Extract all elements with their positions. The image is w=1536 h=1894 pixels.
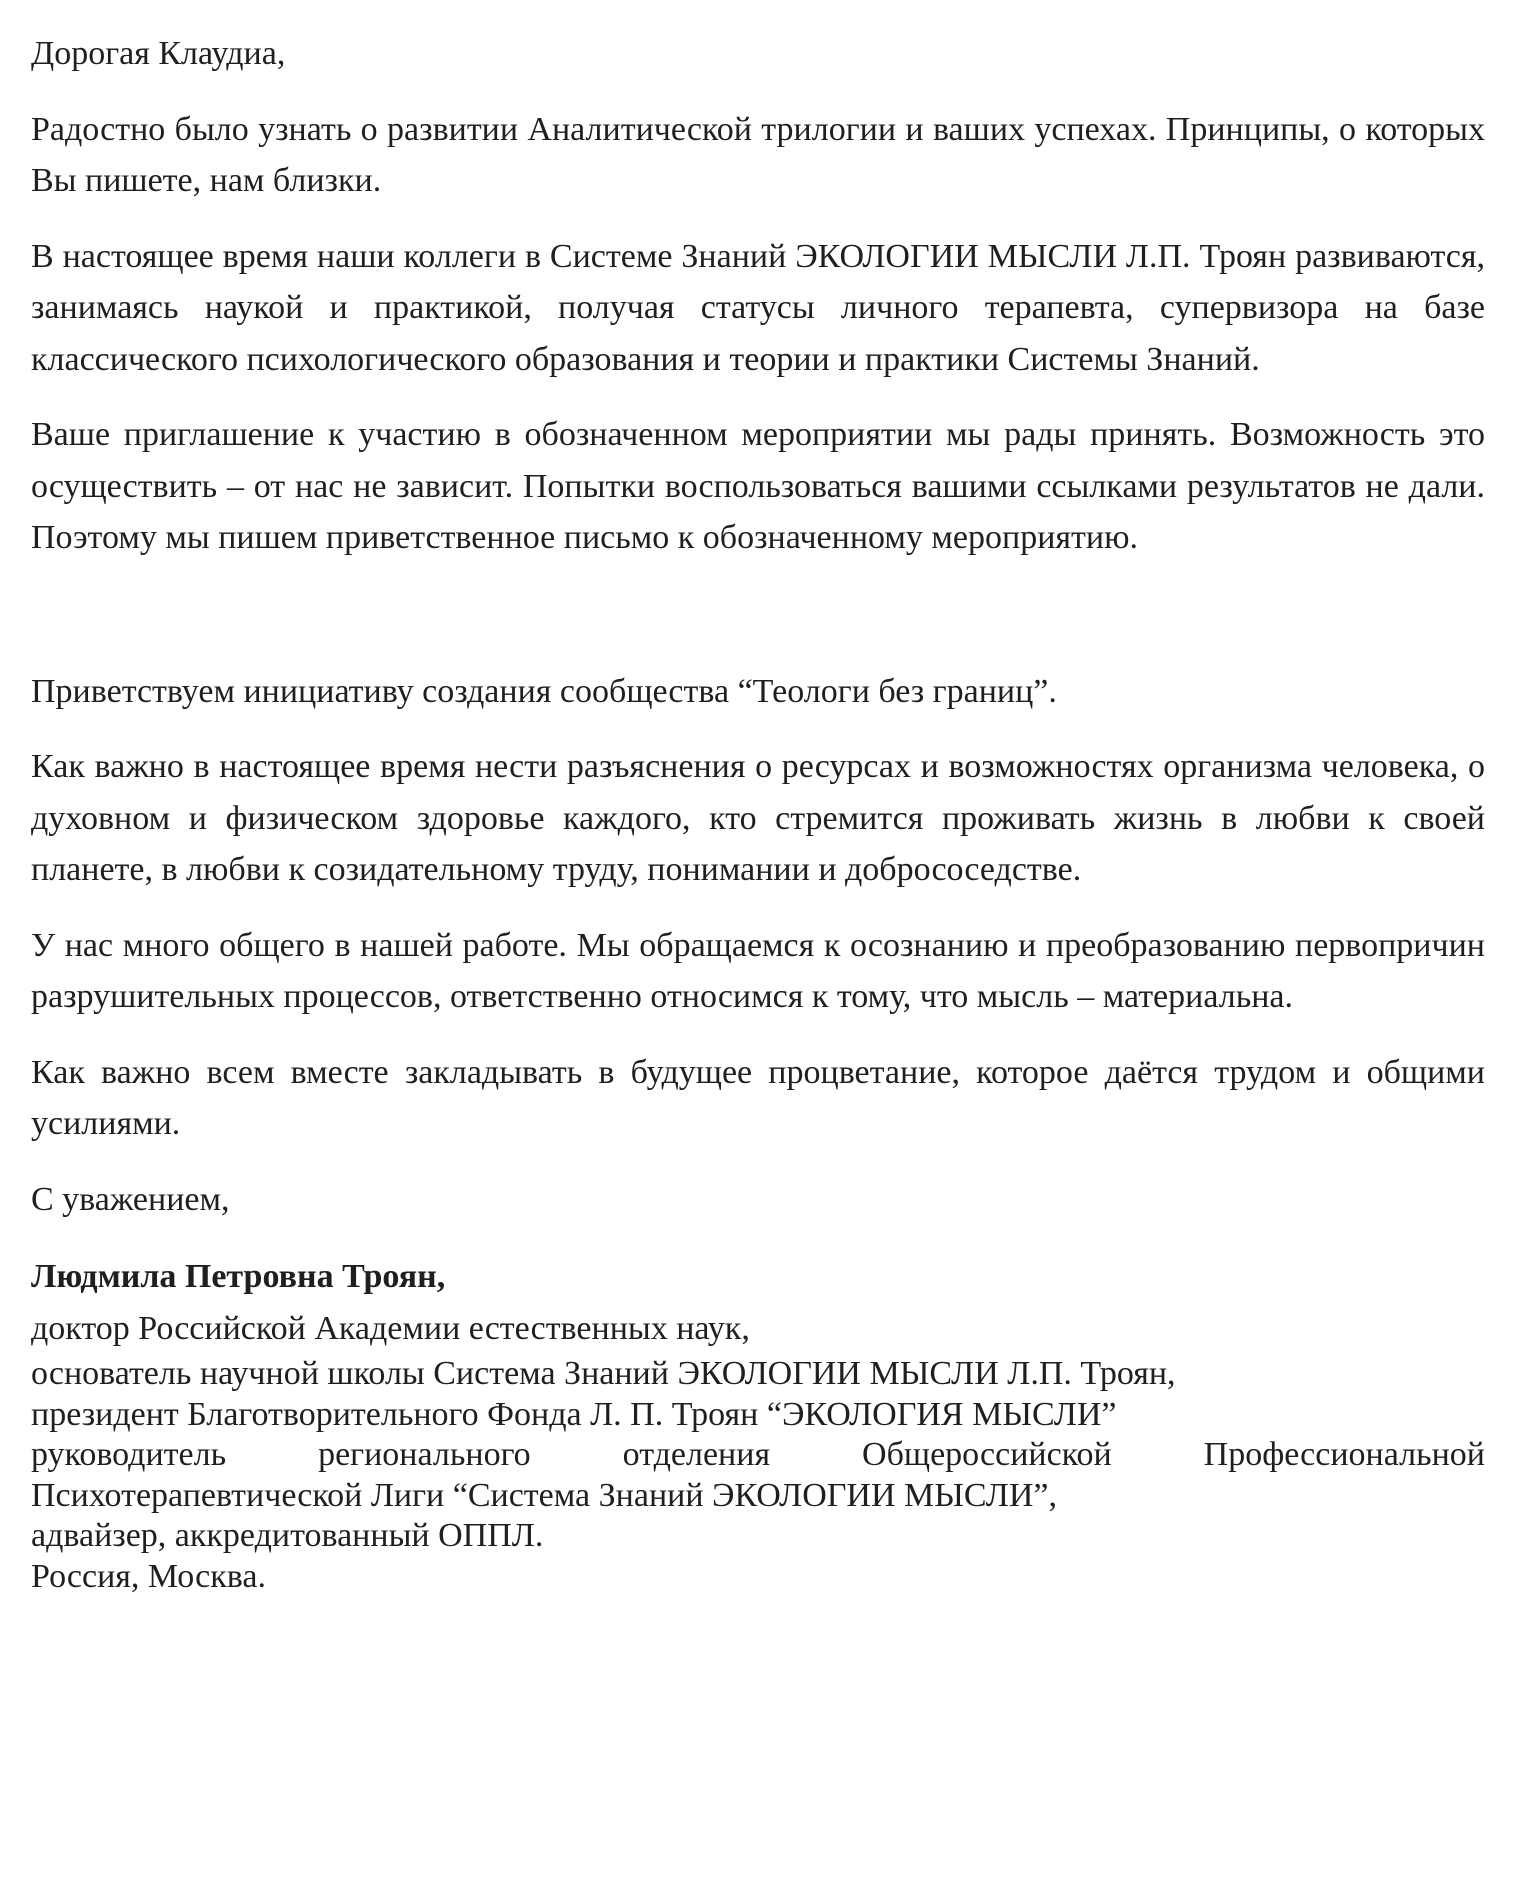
signature-title: Психотерапевтической Лиги “Система Знаний ЭКОЛОГИИ МЫСЛИ”, <box>31 1476 1057 1514</box>
letter-paragraph: Как важно всем вместе закладывать в будущее процветание, которое даётся трудом и общими усилиями. <box>31 1053 1485 1142</box>
signature-title: руководитель регионального отделения Общероссийской Профессиональной <box>31 1436 1485 1473</box>
letter-greeting: Дорогая Клаудиа, <box>31 35 286 72</box>
signature-title: доктор Российской Академии естественных наук, <box>31 1309 750 1347</box>
letter-paragraph: У нас много общего в нашей работе. Мы обращаемся к осознанию и преобразованию первопричин разрушительных процессов, ответственно относимся к тому, что мысль – материальна. <box>31 926 1485 1015</box>
letter-paragraph: Как важно в настоящее время нести разъяснения о ресурсах и возможностях организма человека, о духовном и физическом здоровье каждого, кто стремится проживать жизнь в любви к своей планете, в любви к созидательному труду, понимании и добрососедстве. <box>31 748 1485 888</box>
letter-paragraph: В настоящее время наши коллеги в Системе Знаний ЭКОЛОГИИ МЫСЛИ Л.П. Троян развиваются, занимаясь наукой и практикой, получая статусы личного терапевта, супервизора на базе классического психологического образования и теории и практики Системы Знаний. <box>31 237 1485 378</box>
signature-title: основатель научной школы Система Знаний ЭКОЛОГИИ МЫСЛИ Л.П. Троян, <box>31 1355 1176 1392</box>
letter-closing: С уважением, <box>31 1180 230 1218</box>
letter-page <box>31 28 1485 1597</box>
letter-paragraph: Ваше приглашение к участию в обозначенном мероприятии мы рады принять. Возможность это осуществить – от нас не зависит. Попытки воспользоваться вашими ссылками результатов не дали. Поэтому мы пишем приветственное письмо к обозначенному мероприятию. <box>31 416 1485 556</box>
signature-title: адвайзер, аккредитованный ОППЛ. <box>31 1517 544 1554</box>
letter-paragraph: Приветствуем инициативу создания сообщества “Теологи без границ”. <box>31 672 1057 710</box>
signature-name: Людмила Петровна Троян, <box>31 1258 446 1295</box>
signature-location: Россия, Москва. <box>31 1557 266 1595</box>
signature-block <box>31 1251 1485 1597</box>
letter-paragraph: Радостно было узнать о развитии Аналитической трилогии и ваших успехах. Принципы, о которых Вы пишете, нам близки. <box>31 110 1485 199</box>
signature-title: президент Благотворительного Фонда Л. П. Троян “ЭКОЛОГИЯ МЫСЛИ” <box>31 1395 1117 1433</box>
